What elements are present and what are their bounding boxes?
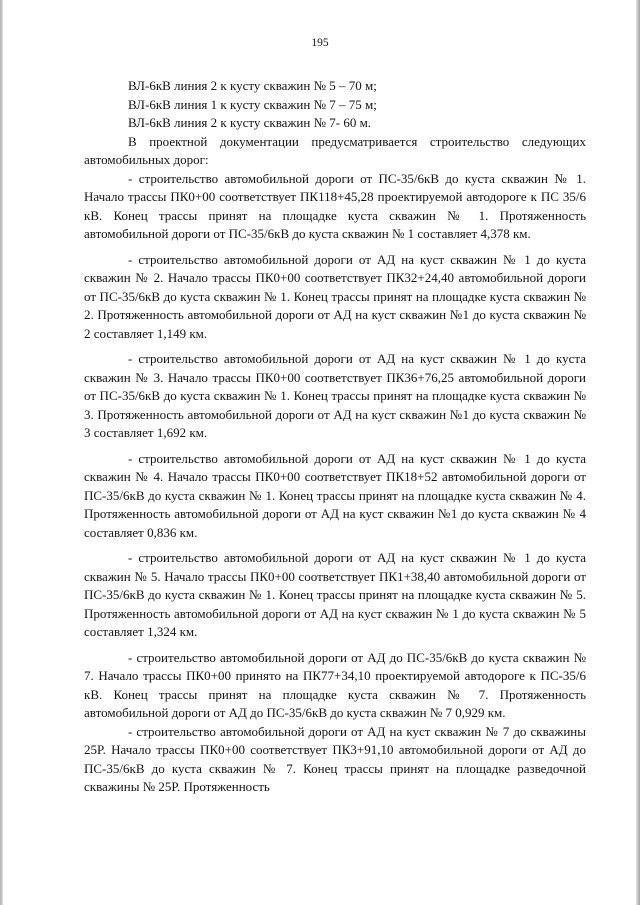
- road-item-paragraph: - строительство автомобильной дороги от ПС-35/6кВ до куста скважин № 1. Начало трассы ПК0+00 соответствует ПК118+45,28 проектируемой автодороге к ПС 35/6 кВ. Конец трассы принят на площадке куста скважин № 1. Протяженность автомобильной дороги от ПС-35/6кВ до куста скважин № 1 составляет 4,378 км.: [84, 170, 586, 241]
- road-item-paragraph: - строительство автомобильной дороги от АД на куст скважин № 1 до куста скважин № 2. Начало трассы ПК0+00 соответствует ПК32+24,40 автомобильной дороги от ПС-35/6кВ до куста скважин № 1. Конец трассы принят на площадке куста скважин № 2. Протяженность автомобильной дороги от АД на куст скважин №1 до куста скважин № 2 составляет 1,149 км.: [84, 251, 586, 341]
- scan-edge-right: [636, 0, 640, 905]
- power-line-item: ВЛ-6кВ линия 1 к кусту скважин № 7 – 75 м;: [128, 96, 377, 112]
- intro-paragraph: В проектной документации предусматривается строительство следующих автомобильных дорог:: [84, 133, 586, 167]
- road-item-paragraph: - строительство автомобильной дороги от АД на куст скважин № 1 до куста скважин № 4. Начало трассы ПК0+00 соответствует ПК18+52 автомобильной дороги от ПС-35/6кВ до куста скважин № 1. Конец трассы принят на площадке куста скважин № 4. Протяженность автомобильной дороги от АД на куст скважин №1 до куста скважин № 4 составляет 0,836 км.: [84, 450, 586, 540]
- scan-edge-left: [0, 0, 3, 905]
- power-line-item: ВЛ-6кВ линия 2 к кусту скважин № 7- 60 м.: [128, 115, 372, 130]
- road-item-paragraph: - строительство автомобильной дороги от АД на куст скважин № 7 до скважины 25Р. Начало трассы ПК0+00 соответствует ПК3+91,10 автомобильной дороги от АД до ПС-35/6кВ до куста скважин № 7. Конец трассы принят на площадке разведочной скважины № 25Р. Протяженность: [84, 723, 586, 794]
- page-number: 195: [311, 37, 329, 49]
- road-item-paragraph: - строительство автомобильной дороги от АД до ПС-35/6кВ до куста скважин № 7. Начало трассы ПК0+00 принято на ПК77+34,10 проектируемой автодороге к ПС-35/6 кВ. Конец трассы принят на площадке куста скважин № 7. Протяженность автомобильной дороги от АД до ПС-35/6кВ до куста скважин № 7 0,929 км.: [84, 649, 586, 720]
- document-body: [84, 77, 586, 797]
- road-item-paragraph: - строительство автомобильной дороги от АД на куст скважин № 1 до куста скважин № 5. Начало трассы ПК0+00 соответствует ПК1+38,40 автомобильной дороги от ПС-35/6кВ до куста скважин № 1. Конец трассы принят на площадке куста скважин № 5. Протяженность автомобильной дороги от АД на куст скважин № 1 до куста скважин № 5 составляет 1,324 км.: [84, 550, 586, 639]
- road-item-paragraph: - строительство автомобильной дороги от АД на куст скважин № 1 до куста скважин № 3. Начало трассы ПК0+00 соответствует ПК36+76,25 автомобильной дороги от ПС-35/6кВ до куста скважин № 1. Конец трассы принят на площадке куста скважин № 3. Протяженность автомобильной дороги от АД на куст скважин №1 до куста скважин № 3 составляет 1,692 км.: [84, 351, 586, 440]
- power-line-item: ВЛ-6кВ линия 2 к кусту скважин № 5 – 70 м;: [128, 78, 377, 93]
